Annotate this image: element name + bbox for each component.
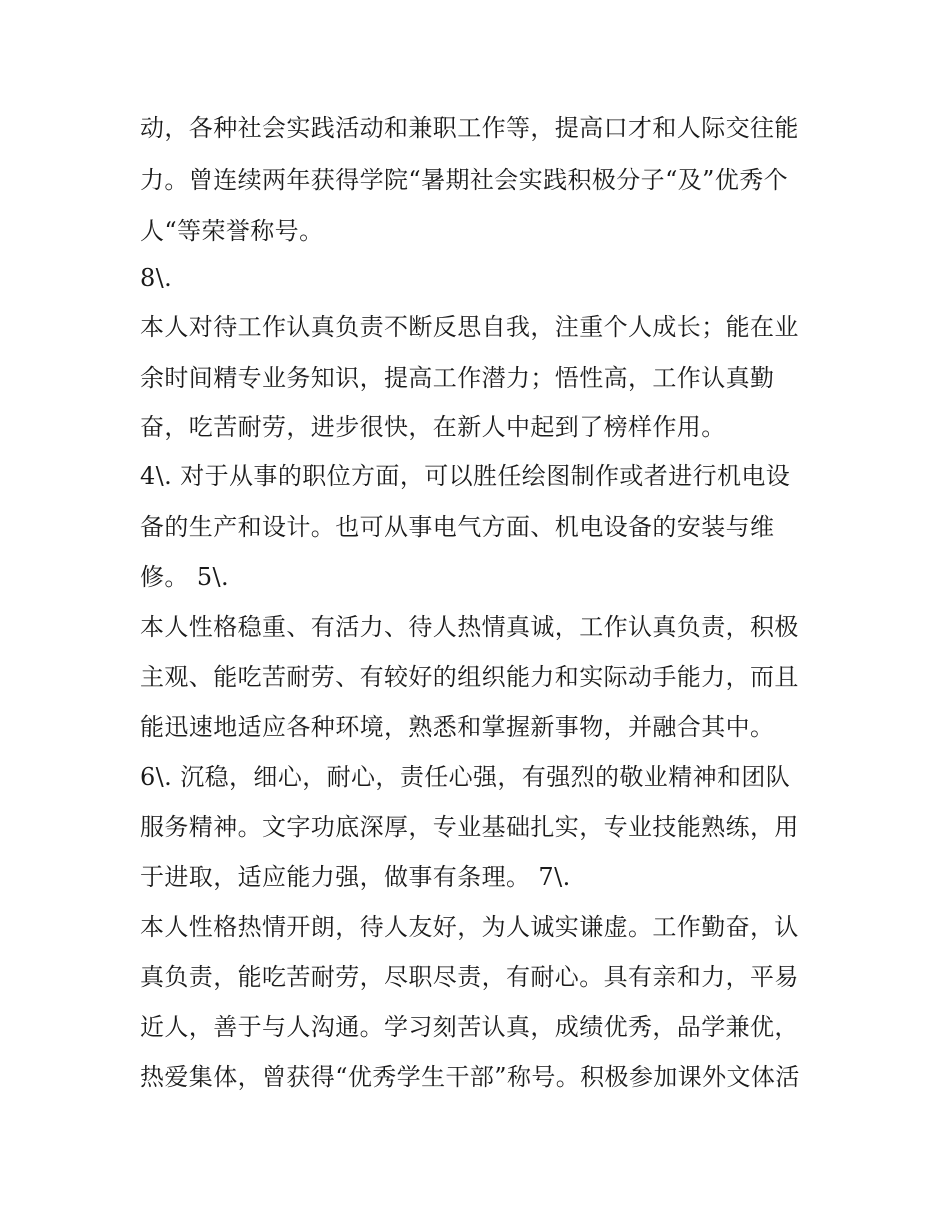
text-line: 人“等荣誉称号。 [140, 217, 324, 245]
text-line: 6\. 沉稳，细心，耐心，责任心强，有强烈的敬业精神和团队 [140, 763, 791, 791]
text-line: 本人性格稳重、有活力、待人热情真诚，工作认真负责，积极 [140, 613, 799, 641]
text-line: 能迅速地适应各种环境，熟悉和掌握新事物，并融合其中。 [140, 713, 775, 741]
text-line: 本人性格热情开朗，待人友好，为人诚实谦虚。工作勤奋，认 [140, 913, 799, 941]
text-line: 奋，吃苦耐劳，进步很快，在新人中起到了榜样作用。 [140, 413, 726, 441]
text-line: 主观、能吃苦耐劳、有较好的组织能力和实际动手能力，而且 [140, 663, 799, 691]
text-line: 备的生产和设计。也可从事电气方面、机电设备的安装与维 [140, 513, 775, 541]
text-line: 力。曾连续两年获得学院“暑期社会实践积极分子“及”优秀个 [140, 166, 789, 194]
text-line: 动，各种社会实践活动和兼职工作等，提高口才和人际交往能 [140, 114, 799, 142]
text-line: 4\. 对于从事的职位方面，可以胜任绘图制作或者进行机电设 [140, 462, 791, 490]
text-line: 于进取，适应能力强，做事有条理。 7\. [140, 863, 571, 891]
text-line: 8\. [140, 264, 173, 292]
text-line: 服务精神。文字功底深厚，专业基础扎实，专业技能熟练，用 [140, 813, 799, 841]
text-line: 真负责，能吃苦耐劳，尽职尽责，有耐心。具有亲和力，平易 [140, 963, 799, 991]
text-line: 热爱集体，曾获得“优秀学生干部”称号。积极参加课外文体活 [140, 1063, 800, 1091]
text-line: 余时间精专业务知识，提高工作潜力；悟性高，工作认真勤 [140, 364, 775, 392]
text-line: 本人对待工作认真负责不断反思自我，注重个人成长；能在业 [140, 313, 799, 341]
text-line: 近人，善于与人沟通。学习刻苦认真，成绩优秀，品学兼优， [140, 1013, 799, 1041]
text-line: 修。 5\. [140, 563, 230, 591]
